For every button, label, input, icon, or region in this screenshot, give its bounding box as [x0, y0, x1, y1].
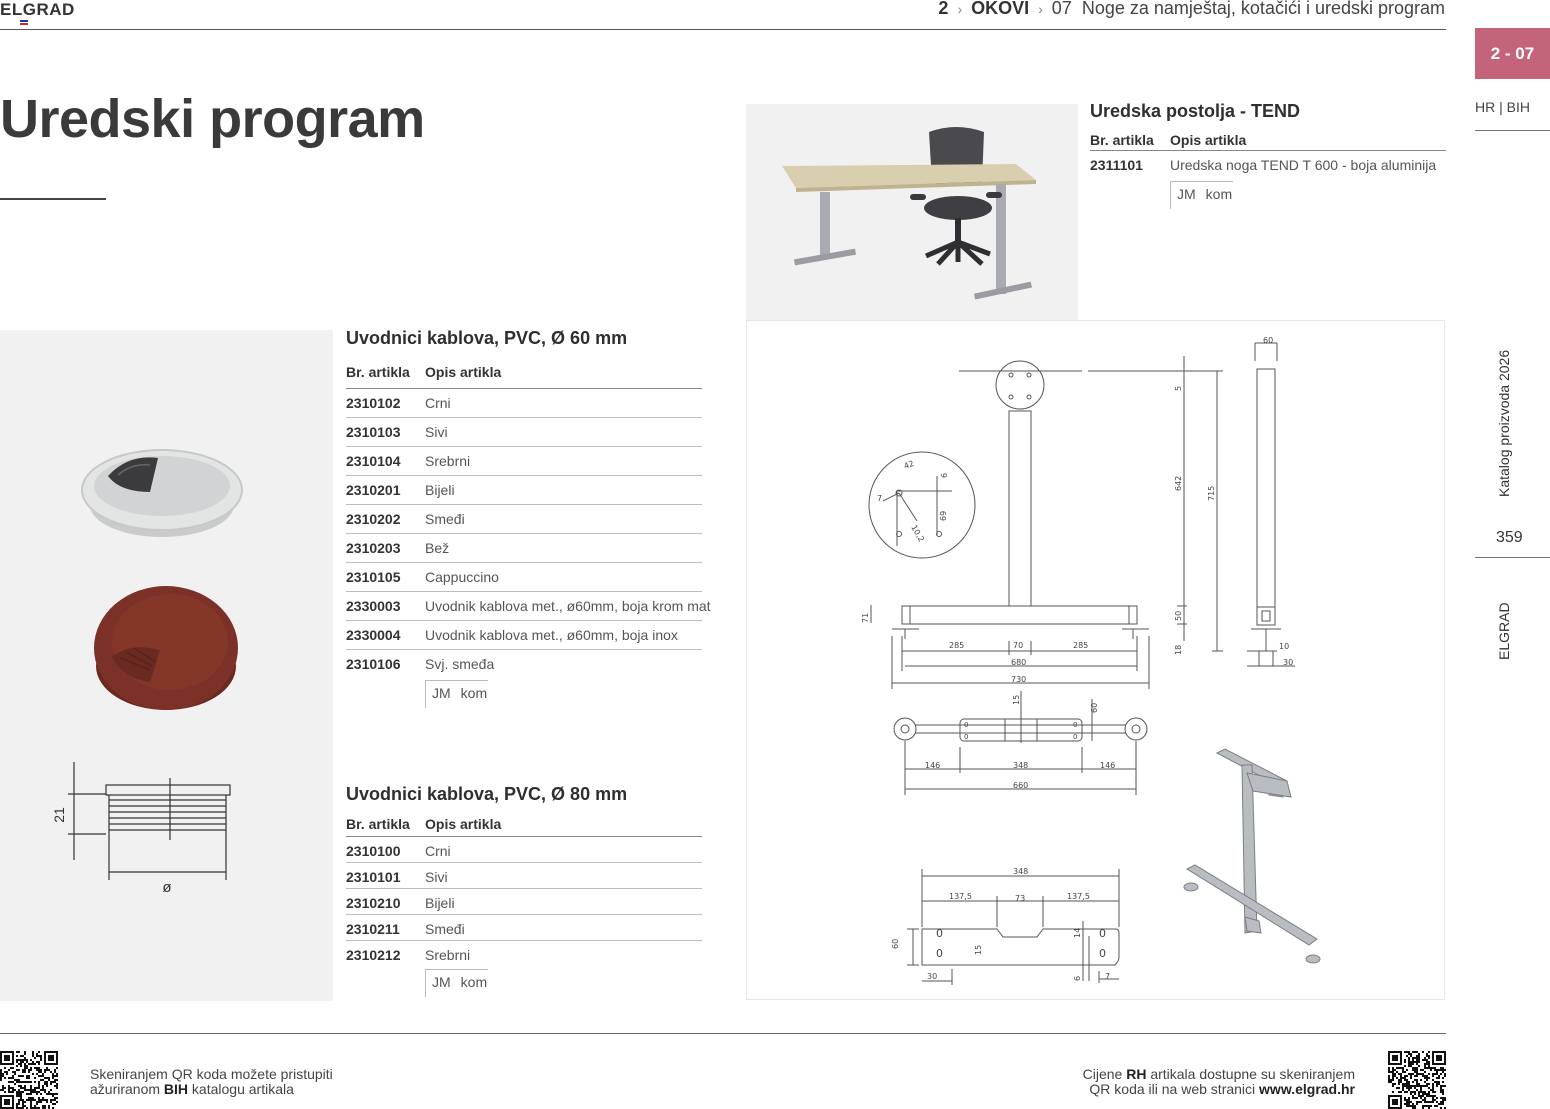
qr-code-bih-icon[interactable] — [0, 1051, 58, 1109]
footer-left-line2: ažuriranom BIH katalogu artikala — [90, 1081, 294, 1097]
dim-label: 71 — [861, 612, 870, 623]
sidebar-divider — [1475, 130, 1550, 131]
dim-label: 348 — [1013, 867, 1029, 876]
article-desc: Uredska noga TEND T 600 - boja aluminija — [1170, 157, 1437, 173]
article-code: 2311101 — [1090, 157, 1143, 173]
hole-label: 0 — [936, 927, 943, 940]
article-desc: Sivi — [425, 424, 448, 440]
hole-label: 0 — [964, 721, 969, 729]
language-label: HR | BIH — [1475, 99, 1530, 115]
breadcrumb-subsection-title: Noge za namještaj, kotačići i uredski program — [1081, 0, 1445, 18]
col-head-desc: Opis artikla — [425, 816, 502, 832]
dim-label: 18 — [1174, 644, 1183, 655]
article-desc: Bijeli — [425, 482, 455, 498]
article-desc: Uvodnik kablova met., ø60mm, boja krom mat — [425, 598, 711, 614]
dim-label: 285 — [1073, 641, 1089, 650]
website-link[interactable]: www.elgrad.hr — [1259, 1081, 1355, 1097]
article-code: 2310101 — [346, 869, 401, 885]
technical-drawing-panel — [746, 320, 1445, 1000]
table-row — [346, 915, 702, 941]
article-code: 2310210 — [346, 895, 401, 911]
unit-box — [1170, 181, 1242, 209]
hole-label: 0 — [1073, 721, 1078, 729]
article-code: 2310203 — [346, 540, 401, 556]
elgrad-logo: ELGRAD — [0, 0, 75, 19]
table-row — [346, 889, 702, 915]
dim-label: 146 — [925, 761, 941, 770]
footer-left-line1: Skeniranjem QR koda možete pristupiti — [90, 1066, 333, 1082]
article-desc: Uvodnik kablova met., ø60mm, boja inox — [425, 627, 678, 643]
dim-label: 137,5 — [949, 892, 972, 901]
table-row — [346, 389, 702, 418]
article-desc: Svj. smeđa — [425, 656, 495, 672]
article-code: 2310201 — [346, 482, 401, 498]
table-row — [346, 837, 702, 863]
dim-label: 15 — [1012, 694, 1021, 705]
sidebar-brand: ELGRAD — [1496, 602, 1512, 660]
article-desc: Bijeli — [425, 895, 455, 911]
unit-label: JM — [432, 685, 451, 701]
dim-label: 6 — [1073, 975, 1082, 981]
article-code: 2310104 — [346, 453, 401, 469]
col-head-desc: Opis artikla — [1170, 132, 1247, 148]
desk-image-panel — [746, 104, 1078, 321]
grommet-image-panel — [0, 330, 333, 1001]
page-code-tab: 2 - 07 — [1475, 28, 1550, 79]
col-head-code: Br. artikla — [1090, 132, 1154, 148]
dim-label: 730 — [1011, 675, 1027, 684]
title-underline — [0, 198, 106, 200]
catalog-label: Katalog proizvoda 2026 — [1496, 349, 1512, 497]
table-row — [346, 650, 702, 679]
dim-label: 50 — [1174, 610, 1183, 621]
article-code: 2330004 — [346, 627, 401, 643]
sidebar-divider — [1475, 557, 1550, 558]
dim-label: 30 — [1283, 658, 1294, 667]
grommet-images — [0, 330, 333, 1001]
hole-label: 0 — [1099, 927, 1106, 940]
unit-value: kom — [460, 685, 488, 701]
col-head-code: Br. artikla — [346, 816, 410, 832]
dim-label: 6 — [940, 472, 949, 478]
dim-label: 146 — [1100, 761, 1116, 770]
flag-icon — [20, 20, 28, 26]
unit-box — [425, 969, 497, 997]
article-desc: Srebrni — [425, 947, 471, 963]
breadcrumb-chapter: 2 — [938, 0, 949, 18]
table-row — [1090, 151, 1446, 180]
dim-label: 73 — [1015, 894, 1026, 903]
unit-label: JM — [1177, 186, 1196, 202]
section-title-tend: Uredska postolja - TEND — [1090, 101, 1301, 121]
article-desc: Sivi — [425, 869, 448, 885]
dim-label: 60 — [1263, 336, 1274, 345]
dim-label: 680 — [1011, 658, 1027, 667]
article-code: 2310212 — [346, 947, 401, 963]
article-desc: Srebrni — [425, 453, 471, 469]
article-code: 2310105 — [346, 569, 401, 585]
unit-value: kom — [460, 974, 488, 990]
table-row — [346, 505, 702, 534]
col-head-desc: Opis artikla — [425, 364, 502, 380]
dim-label: 660 — [1013, 781, 1029, 790]
dim-label: 60 — [1090, 702, 1099, 713]
dim-label: 285 — [949, 641, 965, 650]
article-desc: Crni — [425, 395, 451, 411]
col-head-code: Br. artikla — [346, 364, 410, 380]
dim-label: 69 — [939, 510, 948, 521]
article-code: 2310102 — [346, 395, 401, 411]
article-desc: Crni — [425, 843, 451, 859]
hole-label: 0 — [964, 733, 969, 741]
dim-label: 137,5 — [1067, 892, 1090, 901]
article-desc: Smeđi — [425, 921, 465, 937]
table-row — [346, 476, 702, 505]
dim-label: 15 — [974, 944, 983, 955]
hole-label: 0 — [936, 947, 943, 960]
page-number: 359 — [1496, 529, 1523, 546]
dim-label: 30 — [927, 972, 938, 981]
footer-right-line1: Cijene RH artikala dostupne su skeniranjem — [1082, 1066, 1355, 1082]
article-code: 2310100 — [346, 843, 401, 859]
breadcrumb-section: OKOVI — [971, 0, 1030, 18]
breadcrumb-subsection-number: 07 — [1051, 0, 1072, 18]
footer-right-line2: QR koda ili na web stranici www.elgrad.hr — [1089, 1081, 1355, 1097]
chevron-right-icon: › — [957, 1, 963, 17]
article-code: 2310211 — [346, 921, 400, 937]
tend-technical-drawing — [747, 321, 1446, 1001]
article-code: 2310103 — [346, 424, 401, 440]
dim-label: 10,2 — [909, 523, 926, 544]
table-row — [346, 563, 702, 592]
unit-label: JM — [432, 974, 451, 990]
unit-value: kom — [1205, 186, 1233, 202]
breadcrumb — [938, 0, 1445, 19]
qr-code-rh-icon[interactable] — [1388, 1051, 1446, 1109]
article-desc: Cappuccino — [425, 569, 499, 585]
article-desc: Bež — [425, 540, 450, 556]
unit-box — [425, 680, 497, 708]
table-row — [346, 941, 702, 967]
article-code: 2310202 — [346, 511, 401, 527]
table-row — [346, 863, 702, 889]
hole-label: 0 — [1099, 947, 1106, 960]
dim-label: 42 — [902, 458, 916, 471]
section-title-pvc60: Uvodnici kablova, PVC, Ø 60 mm — [346, 328, 628, 348]
dim-label: 348 — [1013, 761, 1029, 770]
article-code: 2330003 — [346, 598, 401, 614]
dim-label: 10 — [1279, 642, 1290, 651]
desk-with-chair-image — [746, 104, 1078, 321]
table-row — [346, 592, 711, 621]
table-row — [346, 534, 702, 563]
dim-label: 7 — [877, 494, 883, 503]
dim-label: 715 — [1207, 485, 1216, 501]
article-desc: Smeđi — [425, 511, 465, 527]
footer-right-text — [1083, 1067, 1355, 1097]
table-row — [346, 621, 702, 650]
dim-label: 14 — [1073, 927, 1082, 938]
cap-diameter-label: ø — [162, 879, 172, 896]
footer-left-text — [90, 1067, 333, 1097]
header-divider — [0, 29, 1446, 30]
chevron-right-icon: › — [1038, 1, 1043, 17]
dim-label: 642 — [1174, 475, 1183, 491]
dim-label: 70 — [1013, 641, 1024, 650]
cap-height-label: 21 — [51, 807, 67, 823]
dim-label: 60 — [891, 938, 900, 949]
article-code: 2310106 — [346, 656, 401, 672]
page-title: Uredski program — [0, 89, 425, 149]
hole-label: 0 — [1073, 733, 1078, 741]
dim-label: 7 — [1105, 972, 1111, 981]
dim-label: 5 — [1174, 385, 1183, 391]
table-row — [346, 447, 702, 476]
section-title-pvc80: Uvodnici kablova, PVC, Ø 80 mm — [346, 784, 628, 804]
footer-divider — [0, 1033, 1446, 1034]
table-row — [346, 418, 702, 447]
